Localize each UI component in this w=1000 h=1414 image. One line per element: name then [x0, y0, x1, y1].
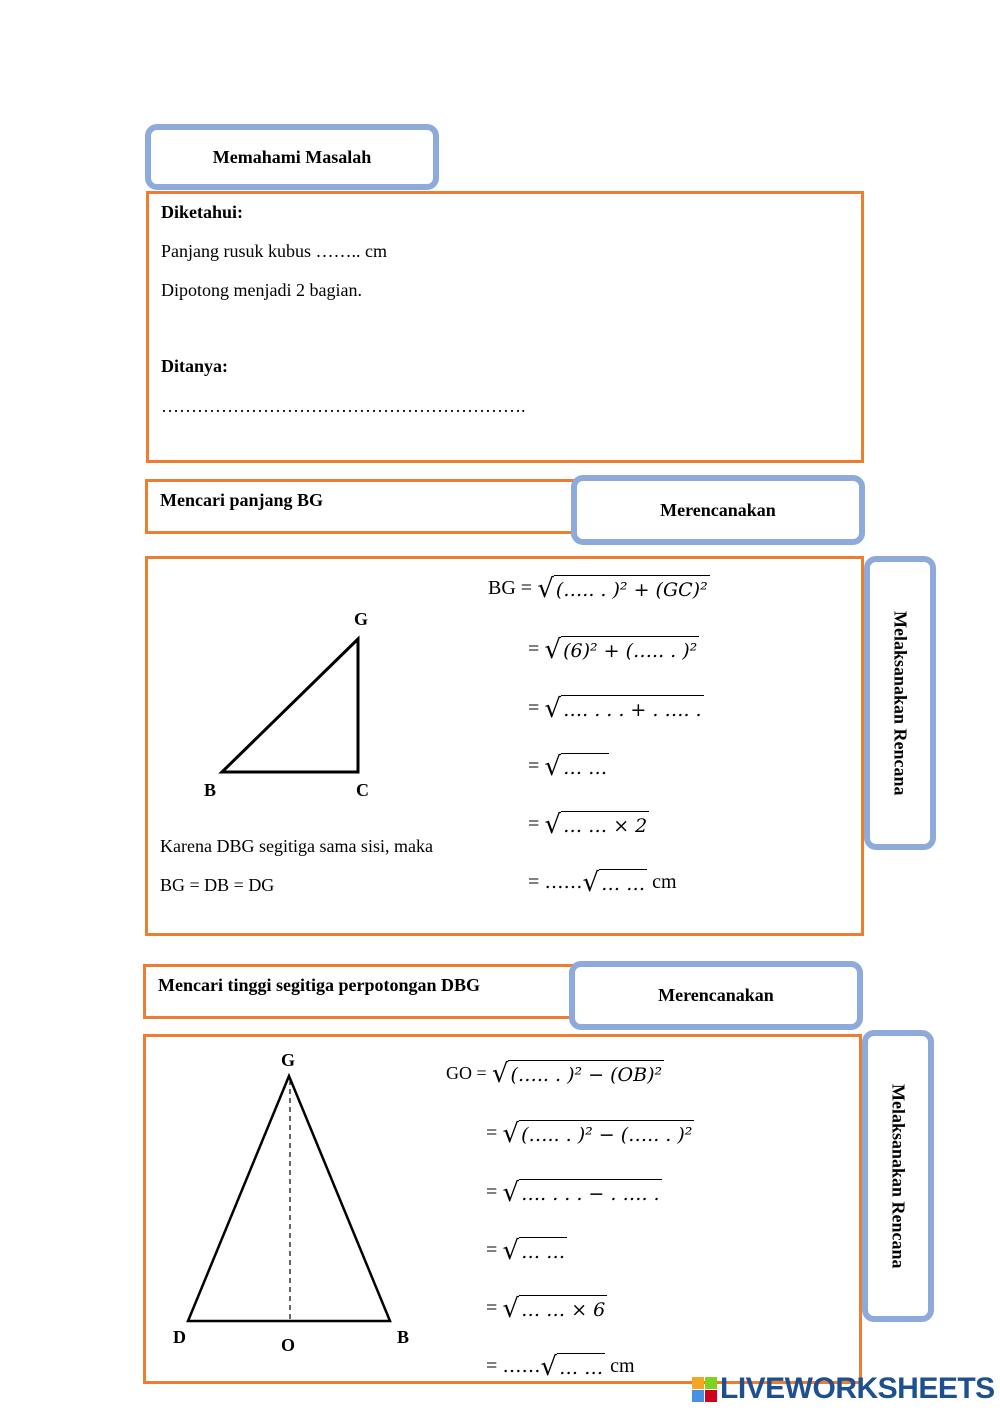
bg-radicand-4: … … × 2 — [561, 811, 649, 840]
known-heading: Diketahui: — [161, 202, 244, 222]
bg-radicand-3: … … — [561, 753, 609, 782]
sqrt-symbol: √ …. . . . − . …. . — [502, 1177, 660, 1208]
go-radicand-2: …. . . . − . …. . — [519, 1179, 661, 1208]
vertex-label-o: O — [281, 1335, 296, 1355]
known-line-1: Panjang rusuk kubus …….. cm — [161, 241, 387, 261]
sqrt-symbol: √ … … × 6 — [502, 1293, 606, 1324]
vertex-label-c: C — [356, 780, 369, 800]
bg-step-5: = …… √ … … cm — [528, 867, 677, 898]
bg-step-1: = √ (6)² + (….. . )² — [528, 634, 698, 665]
sqrt-symbol: √ … … × 2 — [544, 809, 648, 840]
asked-heading: Ditanya: — [161, 356, 228, 376]
bg-step-4: = √ … … × 2 — [528, 809, 648, 840]
go-radicand-0: (….. . )² − (OB)² — [508, 1060, 664, 1089]
triangle-dbg-shape — [188, 1076, 390, 1321]
bg-header-text: Mencari panjang BG — [160, 490, 324, 510]
go-suffix-5: cm — [605, 1355, 635, 1377]
bg-radicand-5: … … — [599, 869, 647, 898]
go-radicand-5: … … — [557, 1353, 605, 1382]
vertex-label-b2: B — [397, 1327, 410, 1347]
bg-radicand-1: (6)² + (….. . )² — [561, 636, 699, 665]
go-step-1: = √ (….. . )² − (….. . )² — [486, 1118, 693, 1149]
go-radicand-1: (….. . )² − (….. . )² — [519, 1120, 694, 1149]
liveworksheets-logo-icon — [692, 1377, 718, 1403]
go-lhs: GO = — [446, 1063, 487, 1083]
vertex-label-g2: G — [281, 1050, 296, 1070]
sqrt-symbol: √ … … — [540, 1351, 604, 1382]
bg-step-2: = √ …. . . . + . …. . — [528, 693, 702, 724]
sqrt-symbol: √ …. . . . + . …. . — [544, 693, 702, 724]
vertex-label-d: D — [173, 1327, 186, 1347]
go-step-4: = √ … … × 6 — [486, 1293, 606, 1324]
bg-suffix-5: cm — [647, 871, 677, 893]
sqrt-symbol: √ (6)² + (….. . )² — [544, 634, 698, 665]
known-line-2: Dipotong menjadi 2 bagian. — [161, 280, 362, 300]
go-header-text: Mencari tinggi segitiga perpotongan DBG — [158, 975, 480, 995]
go-prefix-5: …… — [502, 1355, 541, 1377]
liveworksheets-logo-text[interactable]: LIVEWORKSHEETS — [720, 1372, 995, 1405]
go-step-0 — [446, 1057, 664, 1089]
understand-problem-label: Memahami Masalah — [212, 146, 372, 167]
asked-line: ……………………………………………………. — [161, 396, 526, 416]
go-radicand-3: … … — [519, 1237, 567, 1266]
sqrt-symbol: √ … … — [544, 751, 608, 782]
go-step-2: = √ …. . . . − . …. . — [486, 1177, 660, 1208]
note-line-2: BG = DB = DG — [160, 875, 275, 895]
sqrt-symbol: √ (….. . )² − (….. . )² — [502, 1118, 693, 1149]
execute-plan-label-2: Melaksanakan Rencana — [888, 1083, 909, 1269]
bg-lhs: BG = — [488, 577, 533, 599]
bg-prefix-5: …… — [544, 871, 583, 893]
sqrt-symbol: √ (….. . )² + (GC)² — [537, 573, 708, 604]
bg-radicand-2: …. . . . + . …. . — [561, 695, 703, 724]
plan-label-1: Merencanakan — [660, 499, 776, 520]
go-step-5: = …… √ … … cm — [486, 1351, 635, 1382]
note-line-1: Karena DBG segitiga sama sisi, maka — [160, 836, 433, 856]
sqrt-symbol: √ … … — [502, 1235, 566, 1266]
go-step-3: = √ … … — [486, 1235, 566, 1266]
bg-radicand-0: (….. . )² + (GC)² — [554, 575, 710, 604]
go-radicand-4: … … × 6 — [519, 1295, 607, 1324]
bg-step-3: = √ … … — [528, 751, 608, 782]
execute-plan-label-1: Melaksanakan Rencana — [890, 610, 911, 796]
sqrt-symbol: √ … … — [582, 867, 646, 898]
sqrt-symbol: √ (….. . )² − (OB)² — [491, 1058, 663, 1089]
vertex-label-b: B — [204, 780, 217, 800]
vertex-label-g: G — [354, 609, 369, 629]
plan-label-2: Merencanakan — [658, 985, 774, 1005]
